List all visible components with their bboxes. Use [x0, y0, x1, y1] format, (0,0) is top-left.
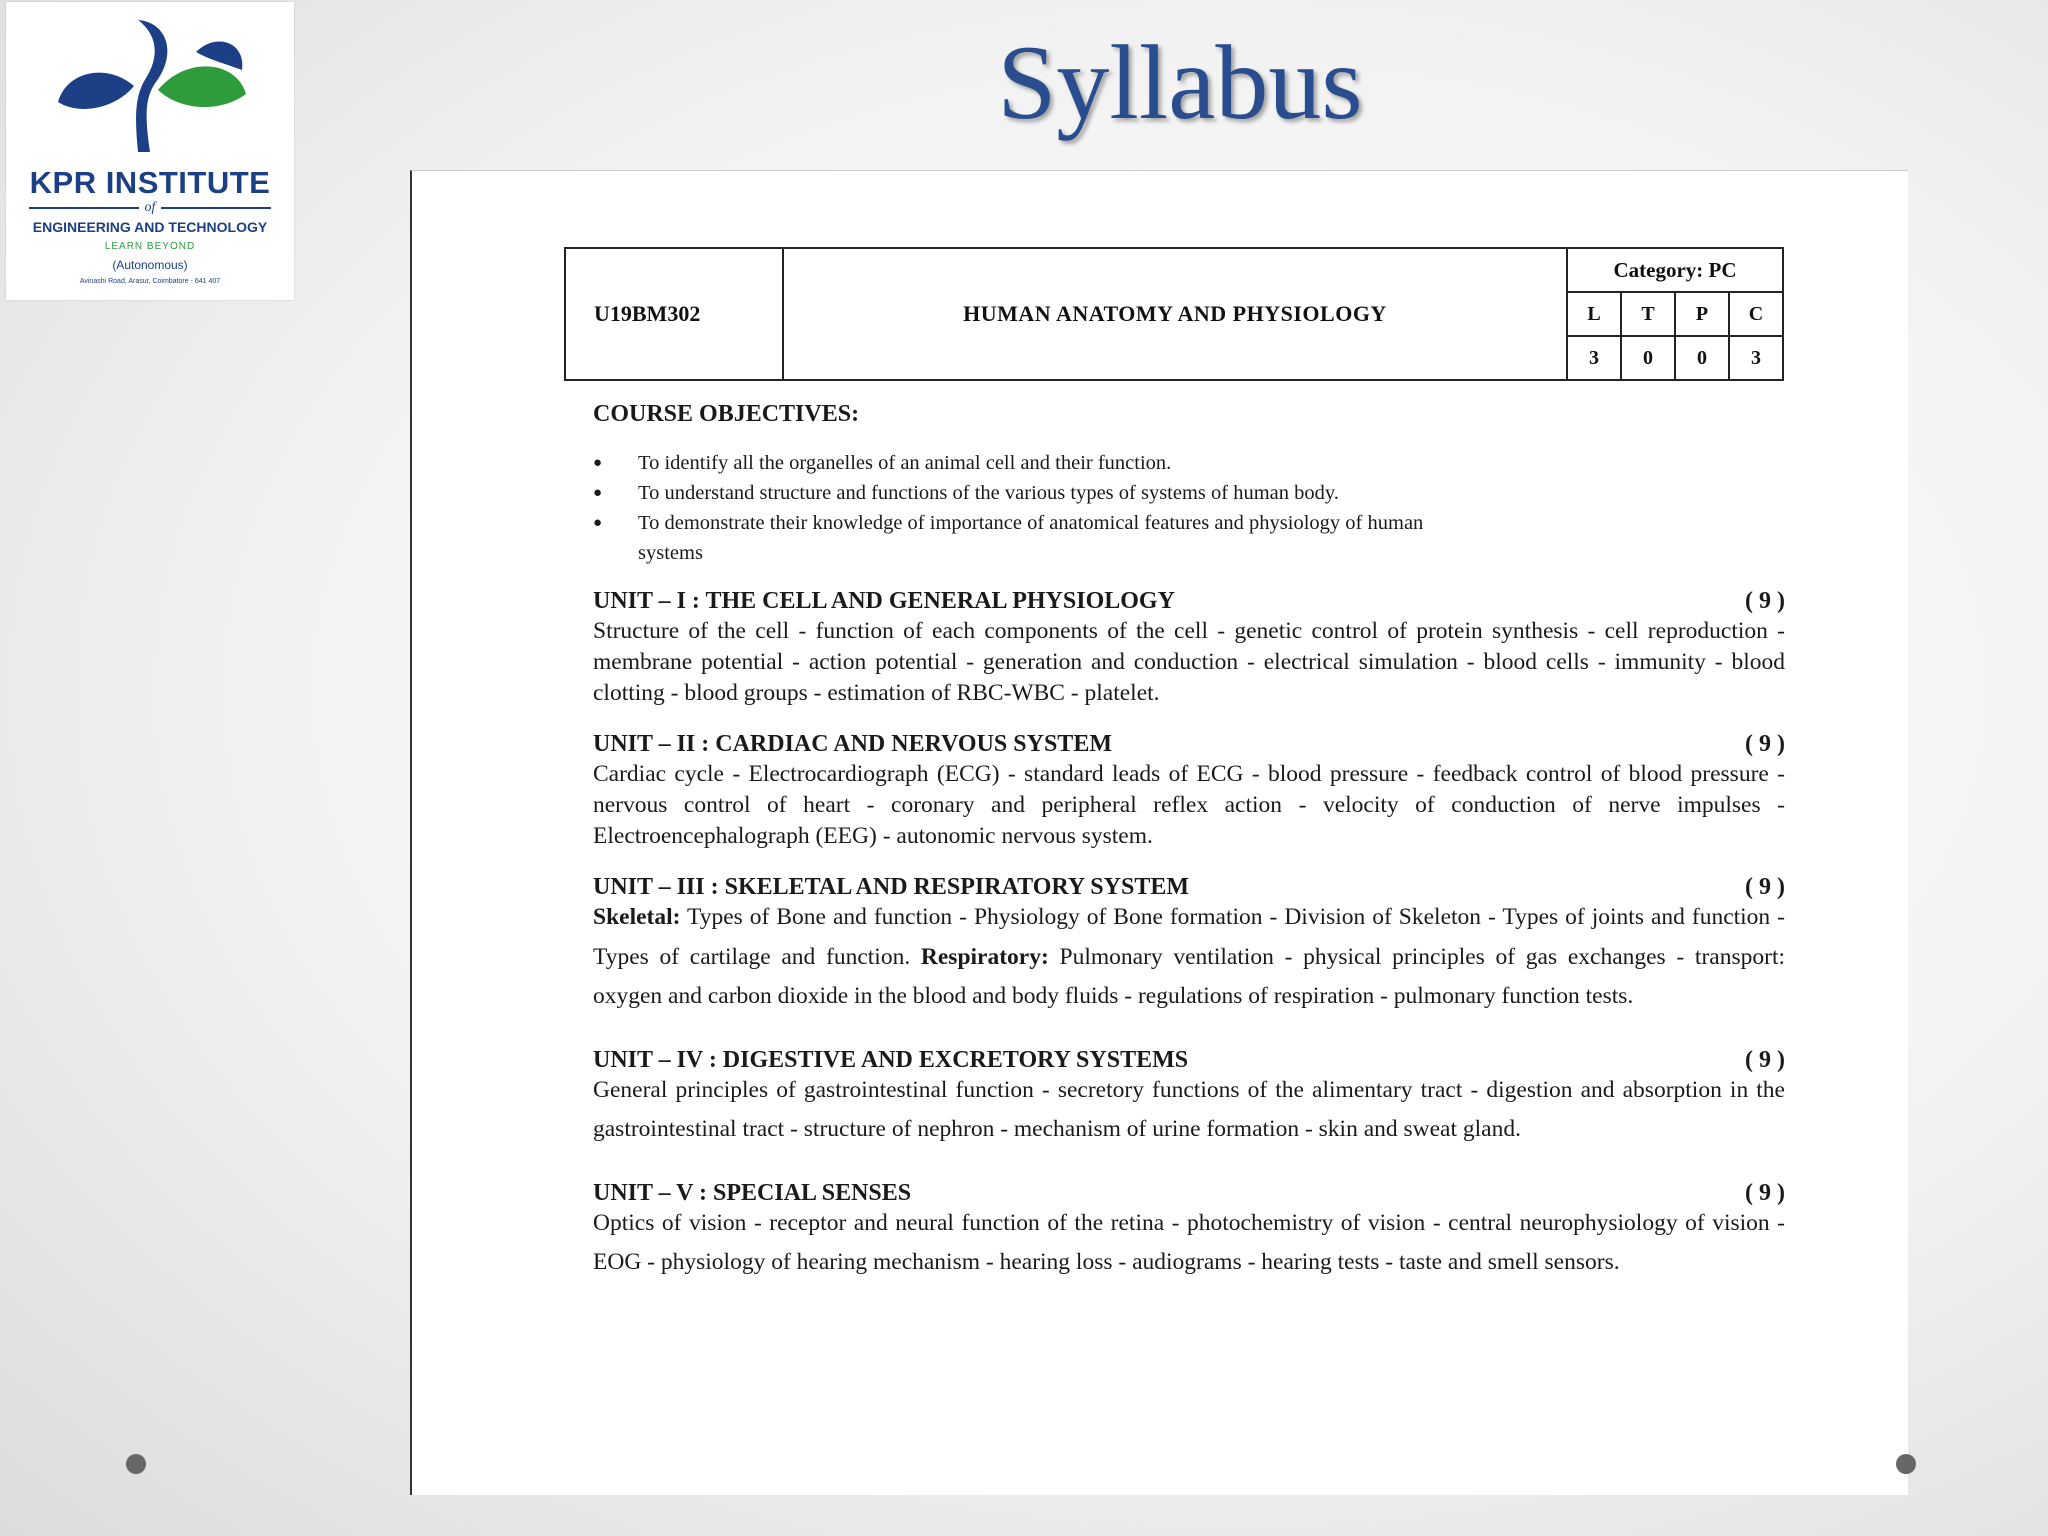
slide-bullet-decoration	[126, 1454, 146, 1474]
unit-title: UNIT – V : SPECIAL SENSES	[593, 1179, 912, 1206]
logo-autonomous: (Autonomous)	[112, 258, 188, 272]
institute-logo	[6, 2, 294, 300]
unit-body: Cardiac cycle - Electrocardiograph (ECG) - standard leads of ECG - blood pressure - feedback control of blood pressure - nervous control of heart - coronary and peripheral reflex action - velocity of conduction of nerve impulses - Electroencephalograph (EEG) - autonomic nervous system.	[593, 761, 1785, 849]
ltpc-value: 3	[1729, 336, 1783, 380]
course-code: U19BM302	[565, 248, 783, 380]
objectives-heading: COURSE OBJECTIVES:	[593, 401, 860, 427]
syllabus-content	[593, 399, 1785, 1303]
unit-hours: ( 9 )	[1745, 588, 1785, 614]
unit-2	[593, 729, 1785, 852]
unit-hours: ( 9 )	[1745, 731, 1785, 757]
unit-5	[593, 1178, 1785, 1283]
unit-hours: ( 9 )	[1745, 874, 1785, 900]
ltpc-value: 0	[1675, 336, 1729, 380]
unit-heading	[593, 586, 1785, 616]
course-category: Category: PC	[1567, 248, 1783, 292]
objective-item-continuation: systems	[638, 542, 703, 564]
course-name: HUMAN ANATOMY AND PHYSIOLOGY	[783, 248, 1567, 380]
skeletal-label: Skeletal:	[593, 904, 681, 930]
respiratory-text: Pulmonary ventilation - physical principles of gas exchanges - transport: oxygen and carbon dioxide in the blood and body fluids - regulations of respiration - pulmonary function tests.	[593, 943, 1785, 1009]
unit-heading	[593, 729, 1785, 759]
respiratory-label: Respiratory:	[920, 943, 1049, 970]
logo-subtitle: ENGINEERING AND TECHNOLOGY	[32, 219, 268, 235]
objective-item: ● To demonstrate their knowledge of importance of anatomical features and physiology of human systems	[593, 508, 1785, 568]
ltpc-header: T	[1621, 292, 1675, 336]
logo-of-text: of	[6, 200, 294, 216]
unit-title: UNIT – I : THE CELL AND GENERAL PHYSIOLOGY	[593, 588, 1175, 614]
logo-tagline: LEARN BEYOND	[104, 241, 196, 252]
ltpc-value: 0	[1621, 336, 1675, 380]
leaf-emblem-icon	[46, 12, 256, 162]
ltpc-header: C	[1729, 292, 1783, 336]
unit-3	[593, 872, 1785, 1017]
unit-1	[593, 586, 1785, 709]
unit-body: General principles of gastrointestinal function - secretory functions of the alimentary tract - digestion and absorption in the gastrointestinal tract - structure of nephron - mechanism of urine formation - skin and sweat gland.	[593, 1076, 1785, 1142]
unit-hours: ( 9 )	[1745, 1179, 1785, 1206]
ltpc-value: 3	[1567, 336, 1621, 380]
unit-title: UNIT – III : SKELETAL AND RESPIRATORY SYSTEM	[593, 874, 1189, 900]
course-header-table	[564, 247, 1784, 381]
objective-item: ● To understand structure and functions of the various types of systems of human body.	[593, 478, 1785, 508]
slide-title: Syllabus	[997, 24, 1363, 141]
unit-title: UNIT – IV : DIGESTIVE AND EXCRETORY SYSTEMS	[593, 1046, 1189, 1073]
unit-body: Structure of the cell - function of each components of the cell - genetic control of protein synthesis - cell reproduction - membrane potential - action potential - generation and conduction - electrical simulation - blood cells - immunity - blood clotting - blood groups - estimation of RBC-WBC - platelet.	[593, 618, 1785, 706]
syllabus-page	[410, 170, 1908, 1495]
unit-title: UNIT – II : CARDIAC AND NERVOUS SYSTEM	[593, 731, 1112, 757]
skeletal-text: Types of Bone and function - Physiology of Bone formation - Division of Skeleton - Types of joints and function - Types of cartilage and function.	[593, 904, 1785, 970]
unit-body	[593, 898, 1785, 1017]
slide-bullet-decoration	[1896, 1454, 1916, 1474]
unit-body: Optics of vision - receptor and neural function of the retina - photochemistry of vision - central neurophysiology of vision - EOG - physiology of hearing mechanism - hearing loss - audiograms - hearing tests - taste and smell sensors.	[593, 1209, 1785, 1275]
ltpc-header: L	[1567, 292, 1621, 336]
objectives-list	[593, 448, 1785, 568]
objective-item: ● To identify all the organelles of an animal cell and their function.	[593, 448, 1785, 478]
logo-address: Avinashi Road, Arasur, Coimbatore - 641 407	[79, 278, 221, 285]
logo-institute-name: KPR INSTITUTE	[29, 165, 271, 200]
unit-hours: ( 9 )	[1745, 1046, 1785, 1073]
unit-4	[593, 1045, 1785, 1150]
ltpc-header: P	[1675, 292, 1729, 336]
